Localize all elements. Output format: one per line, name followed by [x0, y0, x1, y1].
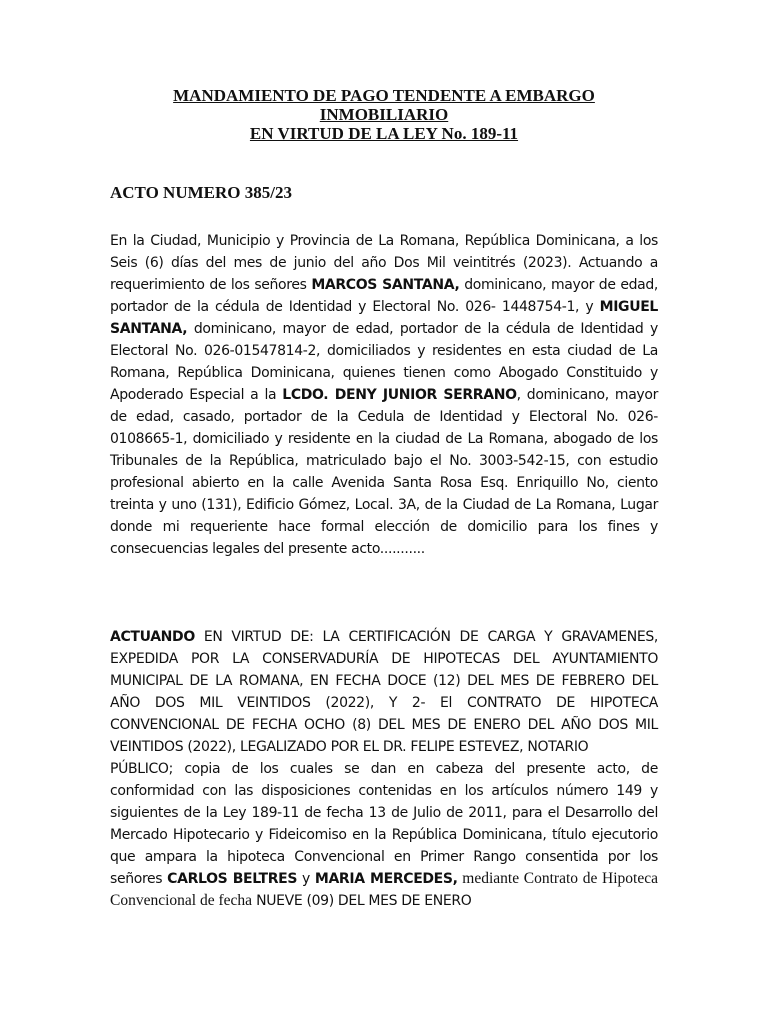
paragraph-text: mediante Contrato de Hipoteca Convencional de fecha	[110, 870, 658, 909]
party-name: CARLOS BELTRES	[167, 871, 298, 887]
party-name: MIGUEL SANTANA,	[110, 299, 658, 337]
document-title	[110, 86, 658, 143]
paragraph-text: dominicano, mayor de edad, portador de la cédula de Identidad y Electoral No. 026-01547814-2, domiciliados y residentes en esta ciudad de La Romana, República Dominicana, quienes tienen como Abogado Constituido y Apoderado Especial a la	[110, 321, 658, 403]
paragraph-text: En la Ciudad, Municipio y Provincia de La Romana, República Dominicana, a los Seis (6) días del mes de junio del año Dos Mil veintitrés (2023). Actuando a requerimiento de los señores	[110, 233, 658, 293]
paragraph-text: EN VIRTUD DE: LA CERTIFICACIÓN DE CARGA Y GRAVAMENES, EXPEDIDA POR LA CONSERVADURÍA DE HIPOTECAS DEL AYUNTAMIENTO MUNICIPAL DE LA ROMANA, EN FECHA DOCE (12) DEL MES DE FEBRERO DEL AÑO DOS MIL VEINTIDOS (2022), Y 2- El CONTRATO DE HIPOTECA CONVENCIONAL DE FECHA OCHO (8) DEL MES DE ENERO DEL AÑO DOS MIL VEINTIDOS (2022), LEGALIZADO POR EL DR. FELIPE ESTEVEZ, NOTARIO	[110, 629, 658, 755]
actuando-label: ACTUANDO	[110, 629, 195, 645]
paragraph-text: NUEVE (09) DEL MES DE ENERO	[252, 893, 472, 909]
paragraph-text: y	[297, 871, 315, 887]
title-line-3: EN VIRTUD DE LA LEY No. 189-11	[249, 124, 519, 143]
party-name: MARIA MERCEDES,	[314, 871, 458, 887]
acto-numero: ACTO NUMERO 385/23	[110, 183, 292, 202]
paragraph-actuando	[110, 626, 658, 912]
paragraph-text: PÚBLICO; copia de los cuales se dan en cabeza del presente acto, de conformidad con las disposiciones contenidas en los artículos número 149 y siguientes de la Ley 189-11 de fecha 13 de Julio de 2011, para el Desarrollo del Mercado Hipotecario y Fideicomiso en la República Dominicana, título ejecutorio que ampara la hipoteca Convencional en Primer Rango consentida por los señores	[110, 761, 658, 887]
paragraph-requerimiento	[110, 230, 658, 560]
title-line-1: MANDAMIENTO DE PAGO TENDENTE A EMBARGO	[173, 86, 595, 105]
party-name: MARCOS SANTANA,	[311, 277, 460, 293]
title-line-2: INMOBILIARIO	[319, 105, 449, 124]
paragraph-text: dominicano, mayor de edad, portador de la cédula de Identidad y Electoral No. 026- 1448754-1, y	[110, 277, 659, 315]
paragraph-text: , dominicano, mayor de edad, casado, portador de la Cedula de Identidad y Electoral No. 026-0108665-1, domiciliado y residente en la ciudad de La Romana, abogado de los Tribunales de la República, matriculado bajo el No. 3003-542-15, con estudio profesional abierto en la calle Avenida Santa Rosa Esq. Enriquillo No, ciento treinta y uno (131), Edificio Gómez, Local. 3A, de la Ciudad de La Romana, Lugar donde mi requeriente hace formal elección de domicilio para los fines y consecuencias legales del presente acto...........	[110, 387, 658, 557]
lawyer-name: LCDO. DENY JUNIOR SERRANO	[282, 387, 517, 403]
